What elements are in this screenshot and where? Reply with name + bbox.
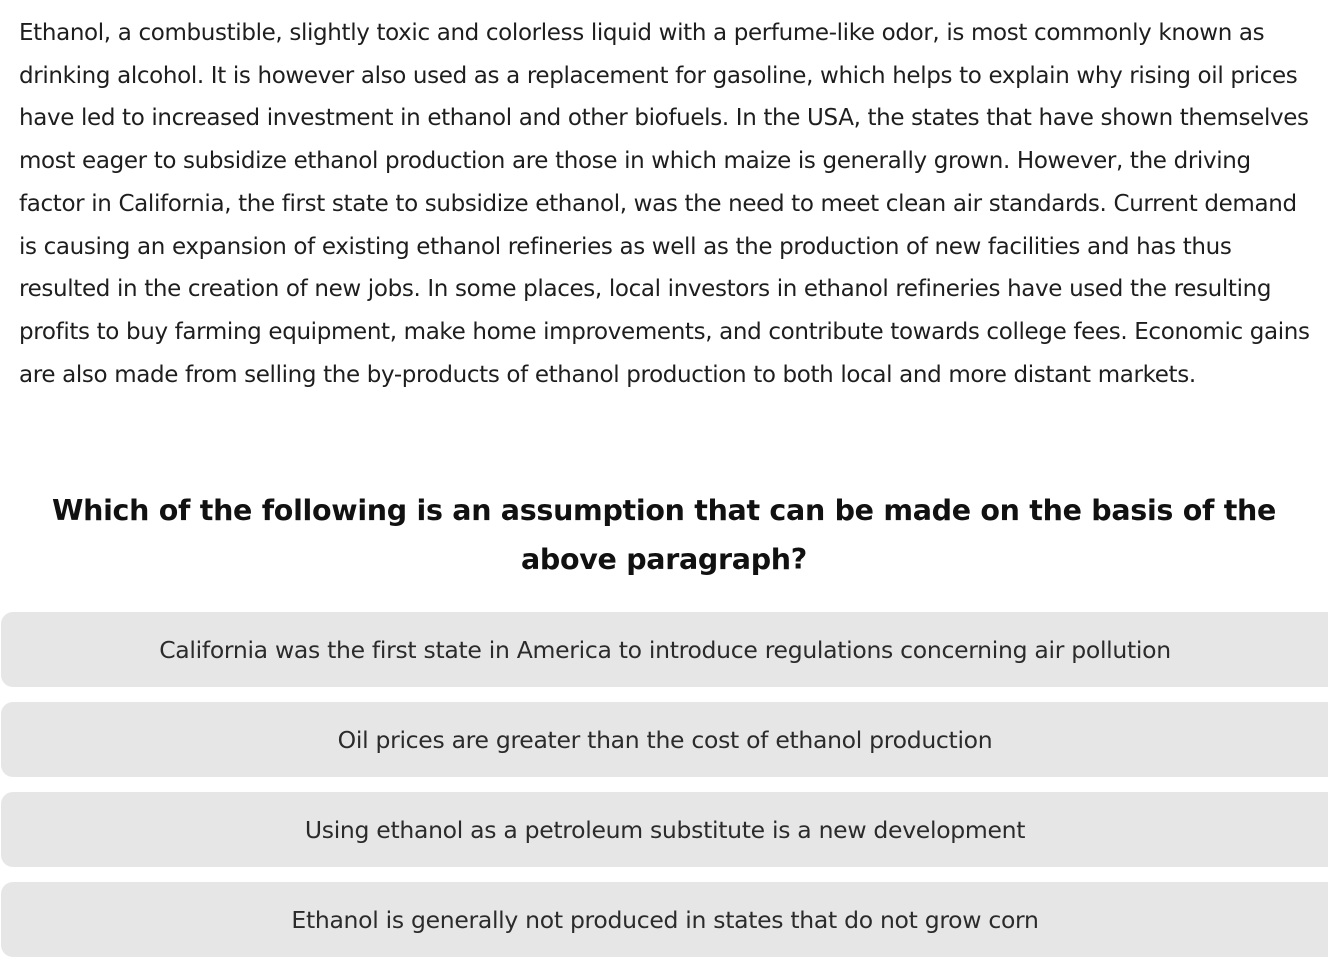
answer-option-b[interactable] <box>1 702 1328 777</box>
answer-options <box>1 612 1328 972</box>
answer-option-label: California was the first state in America to introduce regulations concerning air pollution <box>159 635 1171 664</box>
answer-option-label: Oil prices are greater than the cost of ethanol production <box>337 725 993 754</box>
reading-passage: Ethanol, a combustible, slightly toxic and colorless liquid with a perfume-like odor, is most commonly known as drinking alcohol. It is however also used as a replacement for gasoline, which helps to explain why rising oil prices have led to increased investment in ethanol and other biofuels. In the USA, the states that have shown themselves most eager to subsidize ethanol production are those in which maize is generally grown. However, the driving factor in California, the first state to subsidize ethanol, was the need to meet clean air standards. Current demand is causing an expansion of existing ethanol refineries as well as the production of new facilities and has thus resulted in the creation of new jobs. In some places, local investors in ethanol refineries have used the resulting profits to buy farming equipment, make home improvements, and contribute towards college fees. Economic gains are also made from selling the by-products of ethanol production to both local and more distant markets. <box>19 20 1310 388</box>
answer-option-a[interactable] <box>1 612 1328 687</box>
answer-option-c[interactable] <box>1 792 1328 867</box>
answer-option-d[interactable] <box>1 882 1328 957</box>
question-prompt: Which of the following is an assumption that can be made on the basis of the above paragraph? <box>51 494 1277 576</box>
answer-option-label: Ethanol is generally not produced in states that do not grow corn <box>291 905 1039 934</box>
answer-option-label: Using ethanol as a petroleum substitute is a new development <box>304 815 1026 844</box>
